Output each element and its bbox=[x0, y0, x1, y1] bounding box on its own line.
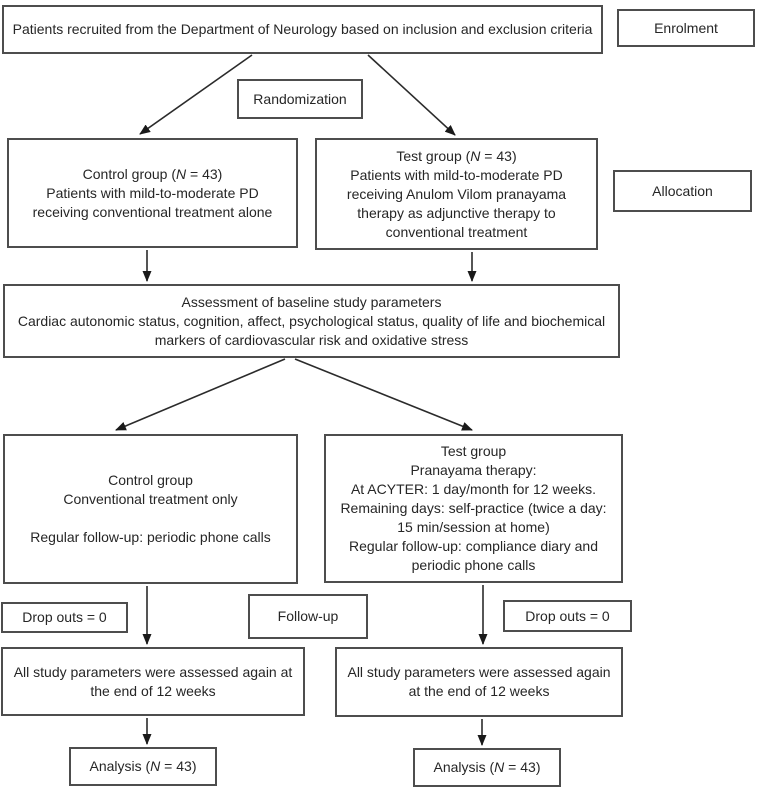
enrolment-stage-label bbox=[617, 9, 755, 47]
followup-stage-label bbox=[248, 594, 368, 639]
dropouts-left-box bbox=[1, 602, 128, 633]
arrow-baseline-to-control-fu bbox=[116, 359, 285, 430]
analysis-right-text bbox=[421, 758, 553, 777]
control-allocation-title-suffix: = 43) bbox=[186, 165, 223, 182]
test-allocation-line: therapy as adjunctive therapy to bbox=[357, 204, 556, 221]
control-allocation-title-prefix: Control group ( bbox=[82, 165, 177, 182]
assessed-right-box bbox=[335, 647, 623, 717]
arrow-baseline-to-test-fu bbox=[295, 359, 472, 430]
analysis-right-suffix: = 43) bbox=[504, 759, 541, 775]
analysis-right-n: N bbox=[494, 759, 505, 775]
baseline-assessment-title: Assessment of baseline study parameters bbox=[181, 293, 442, 310]
dropouts-right-text: Drop outs = 0 bbox=[525, 607, 610, 624]
baseline-assessment-box bbox=[3, 284, 620, 358]
followup-text: Follow-up bbox=[277, 608, 339, 624]
analysis-right-box bbox=[413, 748, 561, 787]
control-followup-spacer bbox=[11, 509, 290, 528]
randomization-stage-label bbox=[237, 79, 363, 119]
test-followup-line: Remaining days: self-practice (twice a day: 15 min/session at home) bbox=[340, 500, 607, 535]
randomization-text: Randomization bbox=[253, 90, 347, 107]
test-followup-line: At ACYTER: 1 day/month for 12 weeks. bbox=[350, 481, 597, 497]
test-group-followup-box bbox=[324, 434, 623, 583]
analysis-left-text bbox=[77, 757, 209, 776]
control-group-followup-box bbox=[3, 434, 298, 584]
analysis-right-prefix: Analysis ( bbox=[433, 759, 495, 775]
control-followup-line: Conventional treatment only bbox=[63, 491, 238, 507]
test-allocation-title-prefix: Test group ( bbox=[396, 147, 471, 164]
dropouts-right-box bbox=[503, 600, 632, 632]
control-followup-line: Regular follow-up: periodic phone calls bbox=[30, 529, 271, 545]
test-allocation-line: Patients with mild-to-moderate PD bbox=[350, 166, 563, 183]
analysis-left-suffix: = 43) bbox=[160, 758, 197, 774]
test-allocation-line: conventional treatment bbox=[385, 223, 528, 240]
control-followup-line: Control group bbox=[108, 472, 193, 488]
dropouts-left-text: Drop outs = 0 bbox=[22, 609, 107, 625]
control-allocation-title bbox=[15, 165, 290, 184]
baseline-assessment-detail: Cardiac autonomic status, cognition, affect, psychological status, quality of life and biochemical markers of cardiovascular risk and oxidative stress bbox=[17, 312, 606, 348]
allocation-stage-label bbox=[613, 170, 752, 212]
arrow-recruit-to-control bbox=[140, 55, 252, 134]
test-followup-line: Test group bbox=[440, 443, 507, 459]
recruitment-box bbox=[2, 5, 603, 54]
control-group-allocation-box bbox=[7, 138, 298, 248]
allocation-text: Allocation bbox=[652, 182, 713, 199]
test-allocation-title bbox=[323, 147, 590, 166]
control-allocation-line: receiving conventional treatment alone bbox=[32, 203, 273, 220]
test-allocation-line: receiving Anulom Vilom pranayama bbox=[346, 185, 567, 202]
assessed-left-box bbox=[1, 647, 305, 716]
test-allocation-title-suffix: = 43) bbox=[480, 147, 517, 164]
enrolment-text: Enrolment bbox=[654, 19, 718, 36]
assessed-right-text: All study parameters were assessed again at the end of 12 weeks bbox=[347, 664, 611, 699]
recruitment-text: Patients recruited from the Department of Neurology based on inclusion and exclusion criteria bbox=[12, 21, 593, 37]
analysis-left-prefix: Analysis ( bbox=[89, 758, 151, 774]
test-group-allocation-box bbox=[315, 138, 598, 250]
arrow-recruit-to-test bbox=[368, 55, 455, 135]
analysis-left-n: N bbox=[150, 758, 161, 774]
control-allocation-n: N bbox=[176, 165, 187, 182]
assessed-left-text: All study parameters were assessed again at the end of 12 weeks bbox=[13, 663, 293, 699]
analysis-left-box bbox=[69, 747, 217, 786]
test-followup-line: Pranayama therapy: bbox=[410, 462, 537, 478]
control-allocation-line: Patients with mild-to-moderate PD bbox=[46, 184, 259, 201]
test-followup-line: Regular follow-up: compliance diary and periodic phone calls bbox=[348, 538, 599, 573]
test-allocation-n: N bbox=[470, 147, 481, 164]
